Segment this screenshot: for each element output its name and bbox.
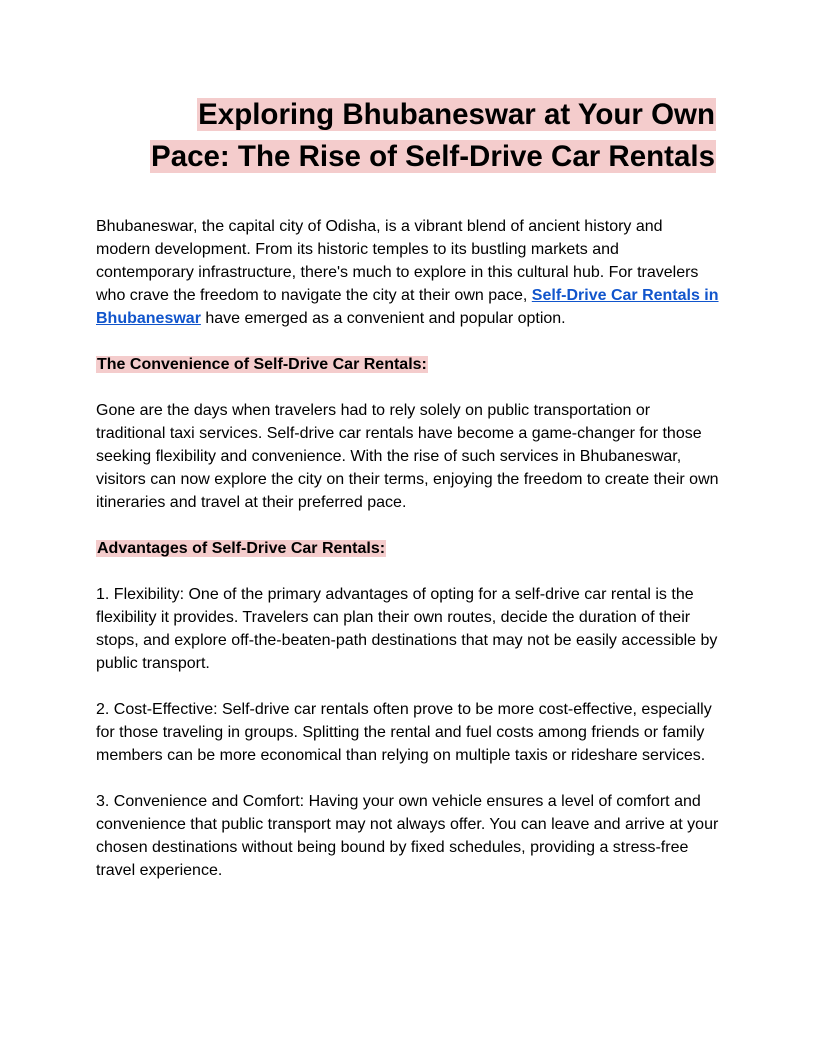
advantages-heading [96, 537, 720, 560]
convenience-heading-text: The Convenience of Self-Drive Car Rentals: [97, 356, 427, 373]
advantage-item-cost-effective: 2. Cost-Effective: Self-drive car rentals often prove to be more cost-effective, especially for those traveling in groups. Splitting the rental and fuel costs among friends or family members can be more economical than relying on multiple taxis or rideshare services. [96, 701, 712, 764]
self-drive-rentals-link[interactable]: Self-Drive Car Rentals in Bhubaneswar [96, 287, 719, 327]
title-line-1: Exploring Bhubaneswar at Your Own [198, 98, 715, 131]
convenience-paragraph: Gone are the days when travelers had to rely solely on public transportation or traditional taxi services. Self-drive car rentals have become a game-changer for those seeking flexibility and convenience. With the rise of such services in Bhubaneswar, visitors can now explore the city on their terms, enjoying the freedom to create their own itineraries and travel at their preferred pace. [96, 402, 719, 511]
advantage-item-flexibility: 1. Flexibility: One of the primary advantages of opting for a self-drive car rental is the flexibility it provides. Travelers can plan their own routes, decide the duration of their stops, and explore off-the-beaten-path destinations that may not be easily accessible by public transport. [96, 586, 718, 672]
convenience-heading [96, 353, 720, 376]
intro-text-after-link: have emerged as a convenient and popular option. [200, 310, 566, 327]
document-title [96, 94, 720, 178]
intro-paragraph [96, 215, 720, 330]
title-line-2: Pace: The Rise of Self-Drive Car Rentals [151, 140, 715, 173]
advantage-item-convenience-comfort: 3. Convenience and Comfort: Having your own vehicle ensures a level of comfort and convenience that public transport may not always offer. You can leave and arrive at your chosen destinations without being bound by fixed schedules, providing a stress-free travel experience. [96, 793, 719, 879]
intro-text-before-link: Bhubaneswar, the capital city of Odisha, is a vibrant blend of ancient history and modern development. From its historic temples to its bustling markets and contemporary infrastructure, there's much to explore in this cultural hub. For travelers who crave the freedom to navigate the city at their own pace, [96, 218, 699, 304]
document-page [96, 94, 720, 882]
advantages-heading-text: Advantages of Self-Drive Car Rentals: [97, 540, 386, 557]
